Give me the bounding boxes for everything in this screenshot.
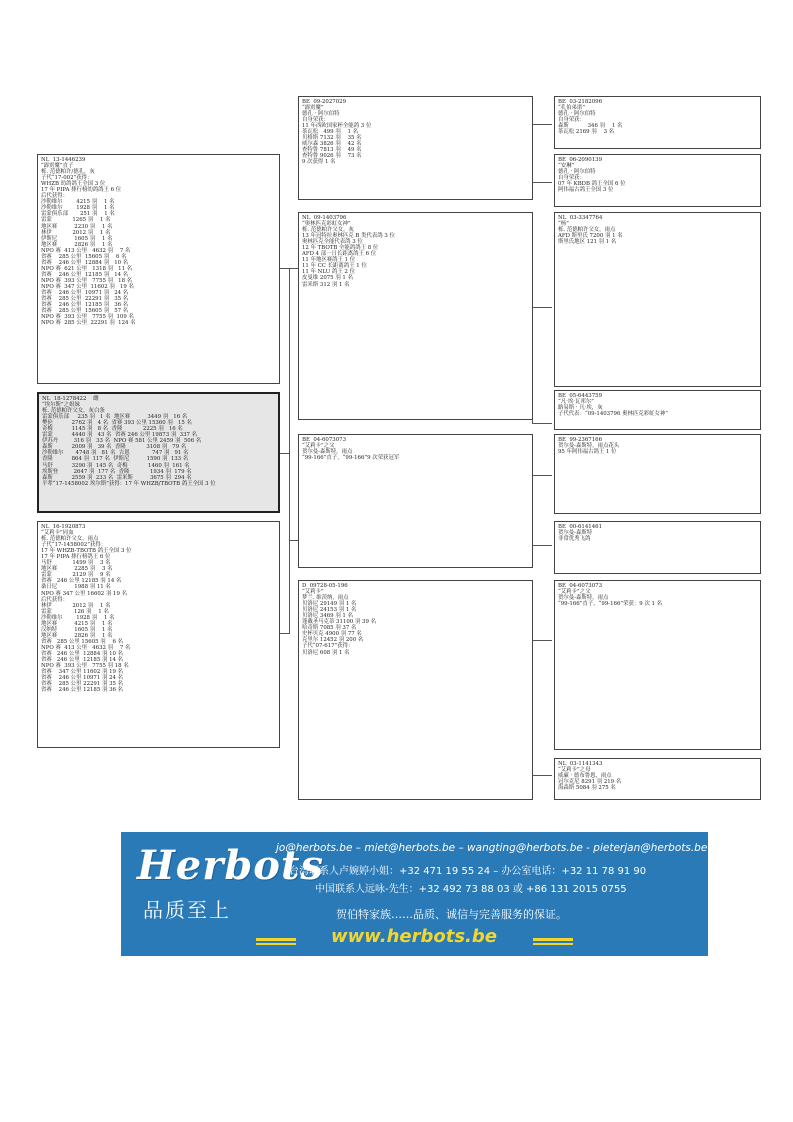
pedigree-line: 雷蒙俱乐部 235 羽 1 名 地区赛 3449 羽 16 名 [42,414,188,421]
pedigree-line: 沙勒维尔 1928 羽 1 名 [41,614,115,621]
pedigree-line: 省赛 285 公里 15605 羽 57 名 [41,308,129,315]
pedigree-line: 11 年 CC 长距离鸽王 1 位 [302,263,367,270]
pedigree-line: 马舒 1499 羽 3 名 [41,560,111,567]
pedigree-box-sdd [554,390,761,430]
pedigree-line: 德孔 · 阿尔伯特 [558,111,596,118]
connector-line [532,182,552,183]
pedigree-line: 地区赛 4215 羽 1 名 [41,620,113,627]
pedigree-box-subject [37,392,280,513]
pedigree-box-sire-sire [298,96,533,200]
pedigree-line: 沙勒维尔 4215 羽 1 名 [41,199,115,206]
connector-line [289,540,298,541]
pedigree-line: 11 年西欧国家杯全能鸽 3 位 [302,123,372,130]
pedigree-line: 伊苏丹 316 羽 33 名 NPO 赛 581 公里 2459 羽 506 名 [42,438,202,445]
connector-line [532,124,552,125]
pedigree-line: 栎. 范德帕许父女，雨点 [558,227,616,234]
pedigree-line: BE 05-6443759 [558,393,603,399]
pedigree-line: 自身荣获： [302,117,329,124]
pedigree-line: WHZB 幼鸽鸽王全国 3 位 [41,181,106,188]
pedigree-line: NPO 赛 393 公里 7755 羽 18 名 [41,277,133,284]
pedigree-line: 桑日尼 1988 羽 11 名 [41,584,111,591]
pedigree-line: NPO 赛 393 公里 7755 羽 109 名 [41,314,134,321]
pedigree-line: 省赛 246 公里 12185 羽 14 名 [41,657,124,664]
connector-line [532,545,552,546]
pedigree-line: 省赛 246 公里 12185 羽 14 名 [41,271,129,278]
pedigree-line: 雷蒙 2129 羽 9 名 [41,572,111,579]
pedigree-line: 后代获得： [41,596,68,603]
pedigree-line: 11 年地区赛鸽王 1 位 [302,257,356,264]
pedigree-line: 省赛 285 公里 22291 羽 35 名 [41,296,129,303]
pedigree-line: NPO 赛 347 公里 16602 羽 19 名 [41,590,128,597]
pedigree-line: 07 年 KBDB 鸽王全国 6 位 [558,181,626,188]
pedigree-line: 栎. 范德帕许父女，雨点 [41,536,99,543]
pedigree-line: 省赛 246 公里 10971 羽 24 名 [41,675,124,682]
pedigree-line: NPO 赛 413 公里 4632 羽 7 名 [41,644,131,651]
pedigree-line: 雷蒙 126 羽 1 名 [41,608,109,615]
pedigree-line: 17 年 PIPA 排行榜幼鸽鸽王 6 位 [41,187,122,194]
pedigree-line: 奇梅 1145 羽 8 名 香隆 2225 羽 16 名 [42,426,183,433]
pedigree-line: 贝洛尼 24153 羽 1 名 [302,607,357,614]
pedigree-line: “埃尔斯”之姐妹 [42,402,80,409]
pedigree-box-dam-dam [298,580,533,800]
herbots-logo: Herbots [137,842,324,889]
pedigree-line: 海森斯 5084 羽 275 名 [558,785,616,792]
pedigree-line: 皮曼维 2075 羽 1 名 [302,275,353,282]
pedigree-line: 雷米斯 312 羽 1 名 [302,281,350,288]
decor-bar-right-2 [533,943,573,945]
pedigree-line: NPO 赛 413 公里 4632 羽 7 名 [41,247,131,254]
pedigree-line: 后代获得： [41,193,68,200]
connector-line [289,268,298,269]
pedigree-line: 贝洛尼 29149 羽 1 名 [302,601,357,608]
pedigree-line: 子代代表：“09-1403796 奥林匹克彩虹女神” [558,411,668,418]
pedigree-line: 林伊 2012 羽 1 名 [41,229,111,236]
pedigree-line: “艾莉卡”同血 [41,530,74,537]
pedigree-box-ssd [554,154,761,207]
pedigree-line: 省赛 246 公里 12185 羽 36 名 [41,687,124,694]
pedigree-line: 史杯贝克 4900 羽 77 名 [302,631,362,638]
pedigree-line: 汉纳特 1605 羽 1 名 [41,626,113,633]
pedigree-line: 地区赛 2285 羽 3 名 [41,566,113,573]
pedigree-line: “安琳” [558,163,575,170]
pedigree-line: BE 00-6141461 [558,524,603,530]
contact-taiwan: 台湾联系人卢婉婷小姐：+32 471 19 55 24 – 办公室电话：+32 11 78 91 90 [289,866,647,877]
pedigree-line: 马舒 3290 羽 145 名 奇梅 1460 羽 161 名 [42,462,190,469]
pedigree-line: 省赛 246 公里 12185 羽 14 名 [41,578,122,585]
pedigree-line: 贺尔曼-森斯特，雨点花头 [558,443,620,450]
pedigree-line: 贝洛尼 3469 羽 1 名 [302,613,353,620]
decor-bar-right [533,938,573,941]
pedigree-line: “杨” [558,221,569,228]
pedigree-line: 贺尔曼-森斯特，雨点 [558,595,609,602]
pedigree-line: BE 99-2367166 [558,437,603,443]
pedigree-line: 哈奇斯 7085 羽 37 名 [302,625,357,632]
pedigree-line: 地区赛 2230 羽 1 名 [41,223,113,230]
pedigree-line: NPO 赛 393 公里 7755 羽 18 名 [41,663,129,670]
connector-line [289,268,290,633]
pedigree-box-dss [554,434,761,514]
pedigree-line: NL 03-1141343 [558,761,603,767]
pedigree-line: 自身荣获： [558,117,585,124]
pedigree-line: AFD 4 部一日长距离鸽王 6 位 [302,251,377,258]
pedigree-line: D 09728-05-196 [302,583,348,589]
pedigree-line: BE 04-6073073 [558,583,603,589]
pedigree-line: 17 年 PIPA 排行榜鸽王 6 位 [41,554,111,561]
pedigree-box-sire [37,154,280,384]
connector-line [280,633,290,634]
pedigree-line: 栎. 范德帕许父女，灰 [302,227,354,234]
pedigree-line: 平辈“17-1458002 埃尔斯”获得：17 年 WHZB/TBOTB 鸽王全国 3 位 [42,480,216,487]
pedigree-line: BE 03-2182096 [558,99,603,105]
pedigree-line: 沙勒维尔 1928 羽 1 名 [41,205,115,212]
pedigree-line: “凡·埃·瓦邦尔” [558,399,594,406]
pedigree-line: BE 09-2027029 [302,99,347,105]
connector-line [532,423,552,424]
contact-china: 中国联系人远咏-先生：+32 492 73 88 03 或 +86 131 2015 0755 [315,884,627,895]
connector-line [532,775,552,776]
pedigree-line: “艾莉卡”之父 [558,589,591,596]
pedigree-line: NPO 赛 621 公里 1318 羽 11 名 [41,265,133,272]
pedigree-box-sire-dam [298,212,533,420]
pedigree-line: “艾莉卡”之母 [558,767,591,774]
pedigree-line: NL 03-3347764 [558,215,603,221]
pedigree-box-sds [554,212,761,387]
pedigree-line: 樊伦 2762 羽 4 名 省赛 393 公里 15360 羽 15 名 [42,420,192,427]
pedigree-line: NPO 赛 285 公里 22291 羽 124 名 [41,320,136,327]
pedigree-line: 95 年阿伟福古鸽王 1 位 [558,449,617,456]
pedigree-line: 9 次获得 1 名 [302,159,336,166]
pedigree-line: 雷蒙俱乐部 251 羽 1 名 [41,211,115,218]
pedigree-box-dam-sire [298,434,533,568]
pedigree-line: “霹雳魔”直子 [41,163,74,170]
pedigree-line: 雷蒙 1265 羽 1 名 [41,217,111,224]
pedigree-line: “99-166”直子，“99-166”9 次荣获冠军 [302,455,400,462]
pedigree-line: 自身荣获： [558,175,585,182]
pedigree-line: 冠尔克尼 8291 羽 219 名 [558,779,622,786]
pedigree-line: NL 18-1278422 雌 [42,396,99,402]
pedigree-line: “奥林匹克彩虹女神” [302,221,351,228]
pedigree-line: NL 09-1403796 [302,215,347,221]
pedigree-line: “霹雳魔” [302,105,324,112]
pedigree-line: 森斯 346 羽 1 名 [558,123,623,130]
pedigree-line: NL 16-1920873 [41,524,86,530]
pedigree-line: 省赛 347 公里 11602 羽 19 名 [41,669,124,676]
pedigree-box-dam [37,521,280,748]
pedigree-line: AFD 斯里氏 7200 羽 1 名 [558,233,623,240]
pedigree-line: 省赛 246 公里 10971 羽 24 名 [41,290,129,297]
pedigree-line: 查特鲁 7813 羽 49 名 [302,147,362,154]
pedigree-line: 12 年 TBOTB 全能鸽鸽王 8 位 [302,245,379,252]
pedigree-line: 威廉 · 德布鲁恩，雨点 [558,773,612,780]
pedigree-line: 贝格斯 7132 羽 35 名 [302,135,362,142]
pedigree-line: 埃斯登 2647 羽 177 名 香隆 1934 羽 179 名 [42,468,192,475]
pedigree-line: 林伊 2012 羽 1 名 [41,602,111,609]
pedigree-line: 查特鲁 9026 羽 73 名 [302,153,362,160]
pedigree-line: 茶瓦松 499 羽 1 名 [302,129,359,136]
decor-bar-left [256,938,296,941]
pedigree-line: 11 年 NLU 鸽王 2 位 [302,269,355,276]
pedigree-line: 地区赛 2826 羽 1 名 [41,241,113,248]
pedigree-line: 伊斯尼 1605 羽 1 名 [41,235,113,242]
pedigree-line: 省赛 285 公里 22291 羽 35 名 [41,681,124,688]
pedigree-line: 阿伟福古鸽王全国 3 位 [558,187,614,194]
pedigree-line: 17 年 WHZB-TBOTB 鸽王全国 3 位 [41,548,132,555]
herbots-banner [121,832,708,956]
pedigree-box-dds [554,580,761,750]
pedigree-line: 栎. 范德帕许父女，灰白条 [42,408,105,415]
pedigree-line: 贺尔曼-森斯特，雨点 [302,449,353,456]
pedigree-line: 路易斯 · 凡·埃，灰 [558,405,603,412]
pedigree-line: 非常优秀飞鸽 [558,536,591,543]
connector-line [532,307,552,308]
pedigree-line: 省赛 285 公里 15605 羽 6 名 [41,253,127,260]
pedigree-line: 斯里氏地区 121 羽 1 名 [558,239,617,246]
pedigree-line: 森斯 2559 羽 233 名 雷米斯 3675 羽 294 名 [42,474,192,481]
pedigree-line: 省赛 246 公里 12884 羽 10 名 [41,259,129,266]
pedigree-line: 梦兰. 维茨纳，雨点 [302,595,349,602]
pedigree-line: 13 年冠特拉奥林匹克 B 类代表鸽 3 位 [302,233,395,240]
pedigree-box-ddd [554,758,761,800]
connector-line [532,640,552,641]
pedigree-line: 蓬戴圣马克蒂 31100 羽 39 名 [302,619,376,626]
pedigree-line: 奥林匹克全能代表鸽 3 位 [302,239,363,246]
slogan: 品质至上 [143,898,231,922]
pedigree-line: “艾莉卡” [302,589,324,596]
pedigree-line: 香隆 864 羽 117 名 伊斯尼 1590 羽 133 名 [42,456,189,463]
pedigree-line: 省赛 285 公里 15605 羽 6 名 [41,638,124,645]
decor-bar-left-2 [256,943,296,945]
pedigree-line: 省赛 246 公里 12884 羽 10 名 [41,650,124,657]
contact-emails[interactable]: jo@herbots.be – miet@herbots.be – wangting@herbots.be - pieterjan@herbots.be [276,842,708,854]
pedigree-line: 茶瓦松 2169 羽 3 名 [558,129,615,136]
pedigree-line: 地区赛 2826 羽 1 名 [41,632,113,639]
pedigree-line: 威尔森 3826 羽 42 名 [302,141,362,148]
pedigree-line: 德孔 · 阿尔伯特 [302,111,340,118]
pedigree-line: 子代“07-617”获得： [302,643,354,650]
pedigree-line: 森斯 2009 羽 39 名 香隆 3108 羽 79 名 [42,444,187,451]
pedigree-line: “艾莉卡”之父 [302,443,335,450]
pedigree-box-sss [554,96,761,149]
connector-line [532,475,552,476]
pedigree-line: BE 06-2090139 [558,157,603,163]
pedigree-line: 贝洛尼 608 羽 1 名 [302,649,350,656]
pedigree-line: 雷蒙 4440 羽 43 名 省赛 246 公里 19873 羽 337 名 [42,432,198,439]
pedigree-line: 子代“17-1458002”获得： [41,542,107,549]
pedigree-box-dsd [554,521,761,574]
pedigree-line: NPO 赛 347 公里 11602 羽 19 名 [41,283,134,290]
pedigree-line: “孔伯弟诺” [558,105,586,112]
pedigree-line: 克里尔 12452 羽 200 名 [302,637,364,644]
pedigree-line: 德孔 · 阿尔伯特 [558,169,596,176]
pedigree-line: 沙勒维尔 4748 羽 81 名 吉恩 747 羽 91 名 [42,450,189,457]
pedigree-line: 栎. 范德帕许/德孔，灰 [41,169,95,176]
pedigree-line: “99-166”直子，“99-166”荣获：9 次 1 名 [558,601,663,608]
pedigree-line: BE 04-6073073 [302,437,347,443]
pedigree-line: 省赛 246 公里 12185 羽 36 名 [41,302,129,309]
tagline: 贺伯特家族……品质、诚信与完善服务的保证。 [336,908,567,921]
pedigree-line: 子代“17-002”获得： [41,175,93,182]
pedigree-line: 贺尔曼-森斯特 [558,530,593,537]
connector-line [280,453,289,454]
website-link[interactable]: www.herbots.be [331,926,497,947]
pedigree-line: NL 13-1446239 [41,157,86,163]
